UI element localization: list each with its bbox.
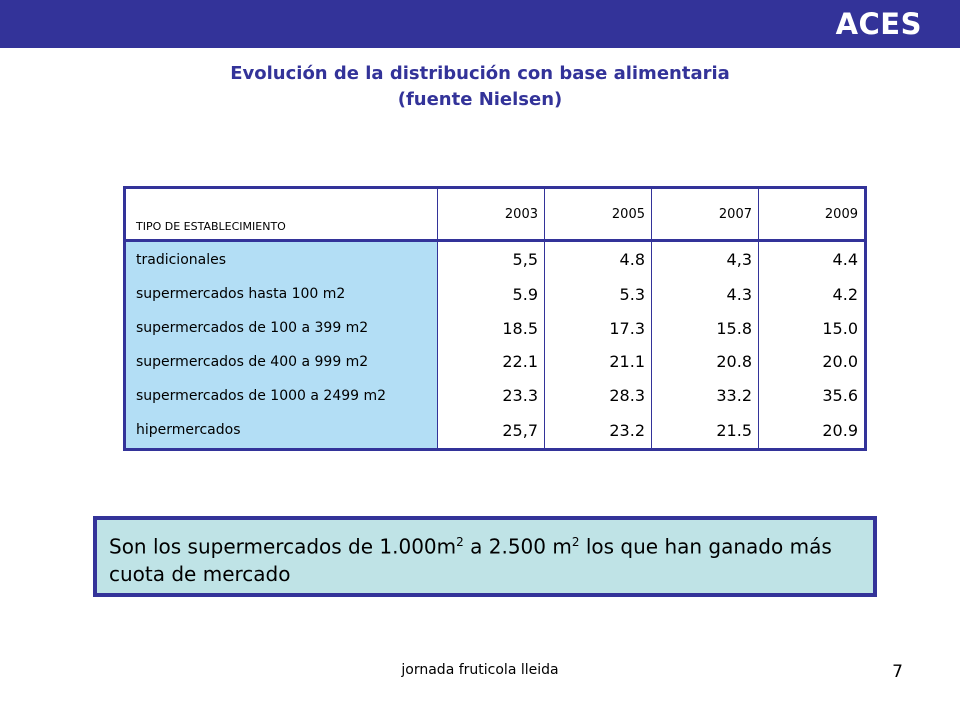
header-bar [0, 0, 960, 48]
table-cell: 5.3 [545, 277, 652, 311]
row-label: supermercados de 100 a 399 m2 [125, 311, 438, 345]
table-cell: 33.2 [652, 379, 759, 413]
page-number: 7 [892, 662, 903, 682]
table-row [125, 413, 866, 450]
column-header-year: 2009 [759, 188, 866, 241]
table-cell: 4,3 [652, 241, 759, 278]
table-cell: 4.4 [759, 241, 866, 278]
table-cell: 5.9 [438, 277, 545, 311]
table-row [125, 379, 866, 413]
table-cell: 15.0 [759, 311, 866, 345]
table-cell: 4.8 [545, 241, 652, 278]
superscript: 2 [571, 535, 580, 549]
table-cell: 35.6 [759, 379, 866, 413]
conclusion-text [109, 529, 863, 588]
table-row [125, 345, 866, 379]
footer-text: jornada fruticola lleida [401, 662, 559, 678]
table-cell: 21.1 [545, 345, 652, 379]
row-label: supermercados de 1000 a 2499 m2 [125, 379, 438, 413]
column-header-type: TIPO DE ESTABLECIMIENTO [125, 188, 438, 241]
table-row [125, 277, 866, 311]
superscript: 2 [456, 535, 464, 549]
table-cell: 15.8 [652, 311, 759, 345]
table-cell: 4.3 [652, 277, 759, 311]
column-header-year: 2007 [652, 188, 759, 241]
table-cell: 25,7 [438, 413, 545, 450]
table-cell: 28.3 [545, 379, 652, 413]
table-row [125, 311, 866, 345]
table-header-row [125, 188, 866, 241]
table-cell: 23.3 [438, 379, 545, 413]
column-header-year: 2005 [545, 188, 652, 241]
conclusion-box [93, 516, 877, 597]
conclusion-part-3: los que han ganado más cuota de mercado [109, 534, 832, 586]
row-label: hipermercados [125, 413, 438, 450]
row-label: tradicionales [125, 241, 438, 278]
table-cell: 18.5 [438, 311, 545, 345]
table-row [125, 241, 866, 278]
table-cell: 20.9 [759, 413, 866, 450]
row-label: supermercados de 400 a 999 m2 [125, 345, 438, 379]
title-line-2: (fuente Nielsen) [397, 89, 563, 110]
column-header-year: 2003 [438, 188, 545, 241]
table-cell: 5,5 [438, 241, 545, 278]
table-cell: 22.1 [438, 345, 545, 379]
table-cell: 20.0 [759, 345, 866, 379]
title-line-1: Evolución de la distribución con base alimentaria [230, 63, 730, 84]
table-cell: 21.5 [652, 413, 759, 450]
conclusion-part-2: a 2.500 m [463, 534, 572, 559]
conclusion-part-1: Son los supermercados de 1.000m [109, 534, 457, 559]
table-cell: 17.3 [545, 311, 652, 345]
distribution-table [123, 186, 867, 451]
table-cell: 4.2 [759, 277, 866, 311]
slide-title [0, 61, 960, 113]
brand-label: ACES [835, 7, 922, 41]
table-cell: 20.8 [652, 345, 759, 379]
row-label: supermercados hasta 100 m2 [125, 277, 438, 311]
table-cell: 23.2 [545, 413, 652, 450]
